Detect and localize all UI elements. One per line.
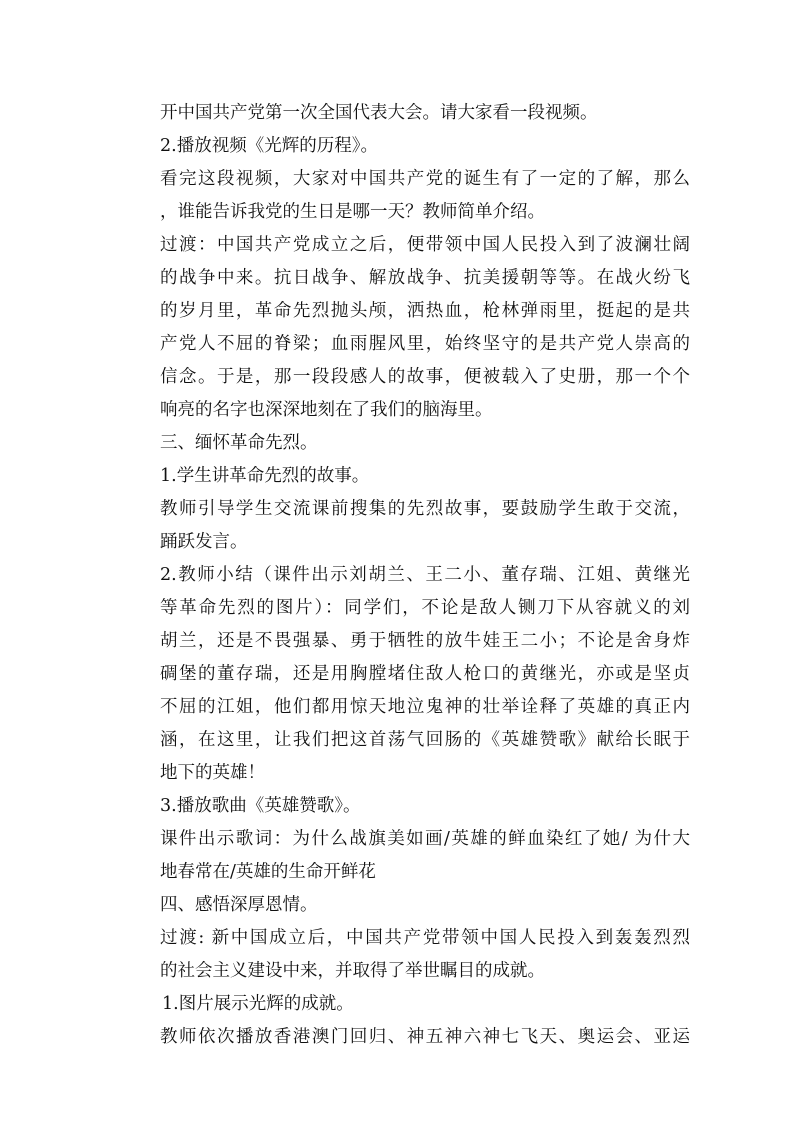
paragraph-line: 过渡：中国共产党成立之后，便带领中国人民投入到了波澜壮阔 <box>160 235 690 255</box>
paragraph-line: 教师引导学生交流课前搜集的先烈故事，要鼓励学生敢于交流， <box>160 499 690 519</box>
paragraph-line: 响亮的名字也深深地刻在了我们的脑海里。 <box>160 400 493 420</box>
paragraph-line: 不屈的江姐，他们都用惊天地泣鬼神的壮举诠释了英雄的真正内 <box>160 697 690 717</box>
section-heading: 四、感悟深厚恩情。 <box>160 895 318 915</box>
paragraph-line: 2.教师小结（课件出示刘胡兰、王二小、董存瑞、江姐、黄继光 <box>160 565 690 585</box>
paragraph-line: 开中国共产党第一次全国代表大会。请大家看一段视频。 <box>160 103 598 123</box>
paragraph-line: 课件出示歌词：为什么战旗美如画/英雄的鲜血染红了她/ 为什大 <box>160 829 690 849</box>
section-step-heading: 1.图片展示光辉的成就。 <box>162 994 354 1014</box>
section-step-heading: 2.播放视频《光辉的历程》。 <box>160 136 378 156</box>
paragraph-line: 信念。于是，那一段段感人的故事，便被载入了史册，那一个个 <box>160 367 690 387</box>
paragraph-line: 地下的英雄！ <box>160 763 265 783</box>
section-step-heading: 3.播放歌曲《英雄赞歌》。 <box>160 796 361 816</box>
paragraph-line: 碉堡的董存瑞，还是用胸膛堵住敌人枪口的黄继光，亦或是坚贞 <box>160 664 690 684</box>
paragraph-line: 看完这段视频，大家对中国共产党的诞生有了一定的了解，那么 <box>160 169 690 189</box>
section-step-heading: 1.学生讲革命先烈的故事。 <box>160 466 370 486</box>
paragraph-line: 教师依次播放香港澳门回归、神五神六神七飞天、奥运会、亚运 <box>160 1027 690 1047</box>
section-heading: 三、缅怀革命先烈。 <box>160 433 318 453</box>
paragraph-line: 踊跃发言。 <box>160 532 248 552</box>
paragraph-line: 的战争中来。抗日战争、解放战争、抗美援朝等等。在战火纷飞 <box>160 268 690 288</box>
paragraph-line: 等革命先烈的图片）：同学们，不论是敌人铡刀下从容就义的刘 <box>160 598 690 618</box>
paragraph-line: 胡兰，还是不畏强暴、勇于牺牲的放牛娃王二小；不论是舍身炸 <box>160 631 690 651</box>
paragraph-line: 地春常在/英雄的生命开鲜花 <box>160 862 376 882</box>
paragraph-line: 产党人不屈的脊梁；血雨腥风里，始终坚守的是共产党人崇高的 <box>160 334 690 354</box>
paragraph-line: 过渡: 新中国成立后，中国共产党带领中国人民投入到轰轰烈烈 <box>160 928 690 948</box>
document-page <box>160 97 690 1054</box>
paragraph-line: 的社会主义建设中来，并取得了举世瞩目的成就。 <box>160 961 545 981</box>
paragraph-line: 涵，在这里，让我们把这首荡气回肠的《英雄赞歌》献给长眠于 <box>160 730 690 750</box>
paragraph-line: 的岁月里，革命先烈抛头颅，洒热血，枪林弹雨里，挺起的是共 <box>160 301 690 321</box>
paragraph-line: ，谁能告诉我党的生日是哪一天？教师简单介绍。 <box>160 202 545 222</box>
